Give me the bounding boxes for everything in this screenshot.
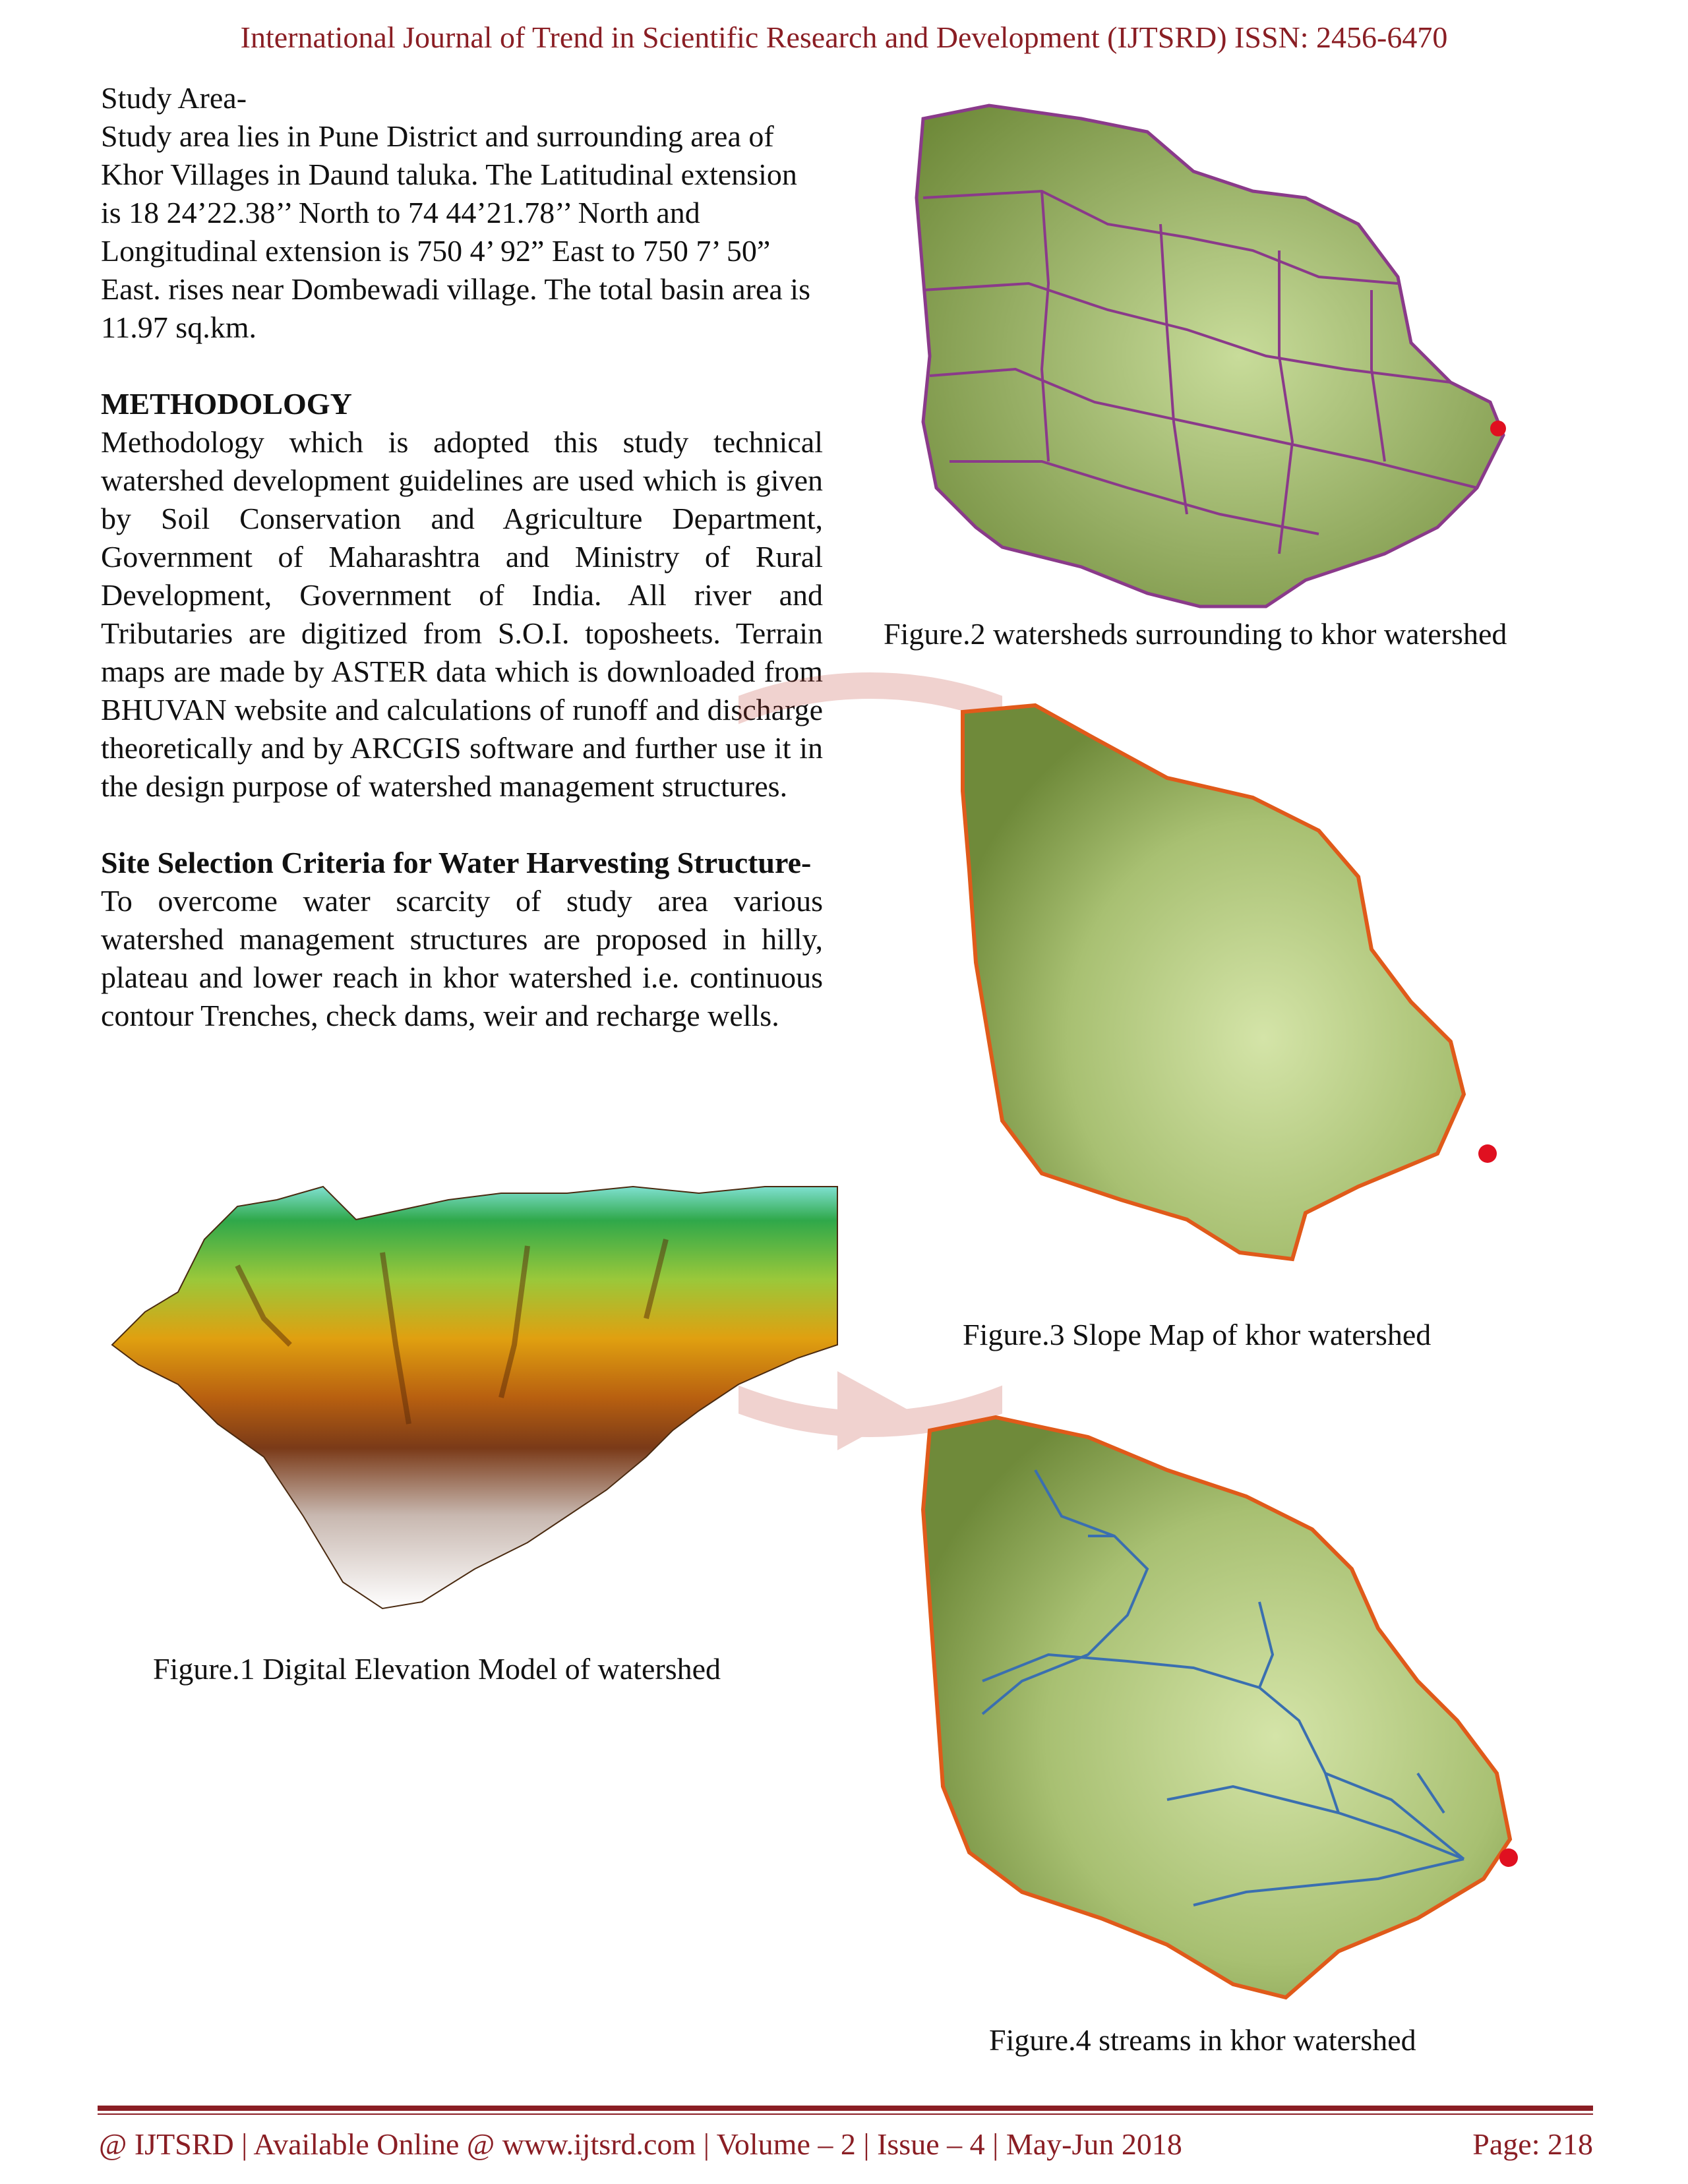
watershed-boundary (917, 105, 1503, 606)
site-selection-heading: Site Selection Criteria for Water Harvesting Structure- (101, 846, 812, 879)
journal-header: International Journal of Trend in Scientific Research and Development (IJTSRD) ISSN: 2456-6470 (240, 20, 1448, 54)
footer-rule (98, 2106, 1593, 2111)
subwatersheds-figure (910, 92, 1523, 620)
figure-4-caption: Figure.4 streams in khor watershed (989, 2023, 1416, 2057)
outlet-point (1499, 1848, 1518, 1867)
methodology-heading: METHODOLOGY (101, 387, 352, 421)
outlet-point (1490, 421, 1506, 436)
page-number: Page: 218 (1472, 2127, 1593, 2161)
study-area-body: Study area lies in Pune District and surrounding area of Khor Villages in Daund taluka. The Latitudinal extension is 18 24’22.38’’ North to 74 44’21.78’’ North and Longitudinal extension is 750 4’ 92” East to 750 7’ 50” East. rises near Dombewadi village. The total basin area is 11.97 sq.km. (101, 119, 810, 344)
site-selection-body: To overcome water scarcity of study area various watershed management structures are proposed in hilly, plateau and lower reach in khor watershed i.e. continuous contour Trenches, check dams, weir and recharge wells. (101, 884, 823, 1032)
methodology-body: Methodology which is adopted this study technical watershed development guidelines are used which is given by Soil Conservation and Agriculture Department, Government of Maharashtra and Ministry of Rural Development, Government of India. All river and Tributaries are digitized from S.O.I. toposheets. Terrain maps are made by ASTER data which is downloaded from BHUVAN website and calculations of runoff and discharge theoretically and by ARCGIS software and further use it in the design purpose of watershed management structures. (101, 425, 823, 803)
slope-map-figure (950, 699, 1503, 1272)
dem-figure (106, 1147, 844, 1622)
dem-surface (112, 1187, 837, 1608)
figure-1-caption: Figure.1 Digital Elevation Model of watershed (153, 1652, 721, 1686)
streams-figure (917, 1404, 1530, 2011)
figure-2-caption: Figure.2 watersheds surrounding to khor watershed (884, 617, 1507, 651)
study-area-heading: Study Area- (101, 81, 247, 115)
footer-rule-thin (98, 2113, 1593, 2115)
left-column (101, 79, 823, 1035)
khor-watershed-boundary (963, 705, 1464, 1259)
figure-3-caption: Figure.3 Slope Map of khor watershed (963, 1318, 1432, 1351)
khor-watershed-boundary (923, 1417, 1510, 1997)
footer-info: @ IJTSRD | Available Online @ www.ijtsrd.com | Volume – 2 | Issue – 4 | May-Jun 2018 (99, 2127, 1182, 2161)
outlet-point (1478, 1144, 1497, 1163)
